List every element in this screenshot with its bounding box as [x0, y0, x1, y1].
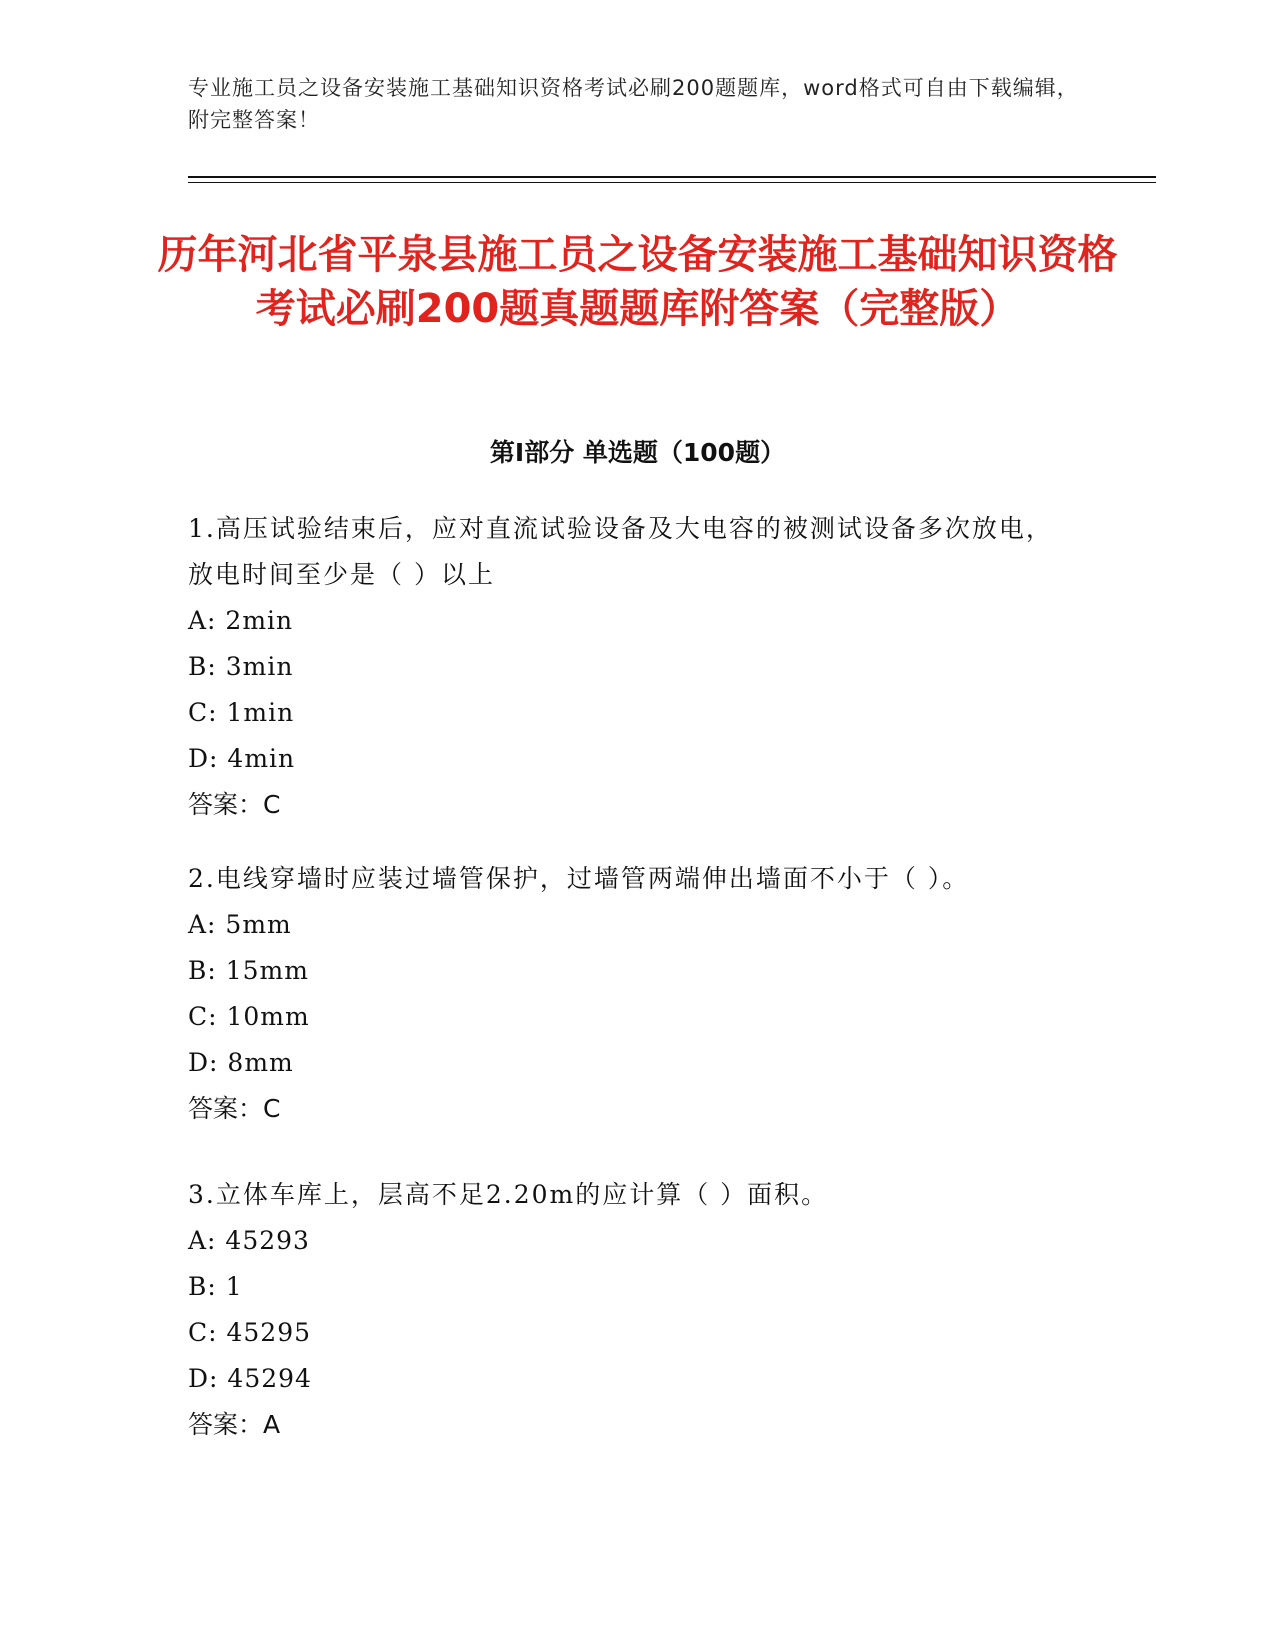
question-stem: 2.电线穿墙时应装过墙管保护，过墙管两端伸出墙面不小于（ ）。 — [188, 864, 970, 893]
option-a: A: 45293 — [188, 1226, 310, 1255]
answer: 答案：A — [188, 1410, 281, 1439]
option-b: B: 3min — [188, 652, 294, 681]
question-2 — [188, 856, 1068, 1132]
header-note: 专业施工员之设备安装施工基础知识资格考试必刷200题题库，word格式可自由下载编辑，附完整答案！ — [188, 76, 1079, 132]
option-c: C: 10mm — [188, 1002, 310, 1031]
option-c: C: 1min — [188, 698, 295, 727]
option-c: C: 45295 — [188, 1318, 312, 1347]
header-rule-thick — [188, 176, 1156, 178]
answer: 答案：C — [188, 790, 281, 819]
answer: 答案：C — [188, 1094, 281, 1123]
question-1 — [188, 506, 1068, 828]
option-a: A: 5mm — [188, 910, 292, 939]
option-b: B: 1 — [188, 1272, 243, 1301]
question-3 — [188, 1172, 1068, 1448]
question-stem: 3.立体车库上，层高不足2.20m的应计算（ ）面积。 — [188, 1180, 829, 1209]
option-d: D: 4min — [188, 744, 296, 773]
option-a: A: 2min — [188, 606, 294, 635]
option-d: D: 8mm — [188, 1048, 294, 1077]
document-title: 历年河北省平泉县施工员之设备安装施工基础知识资格考试必刷200题真题题库附答案（完整版） — [157, 232, 1118, 332]
section-title: 第Ⅰ部分 单选题（100题） — [489, 438, 786, 467]
header-rule-thin — [188, 182, 1156, 183]
question-stem: 1.高压试验结束后，应对直流试验设备及大电容的被测试设备多次放电，放电时间至少是（ ）以上 — [188, 514, 1053, 589]
option-d: D: 45294 — [188, 1364, 312, 1393]
option-b: B: 15mm — [188, 956, 309, 985]
